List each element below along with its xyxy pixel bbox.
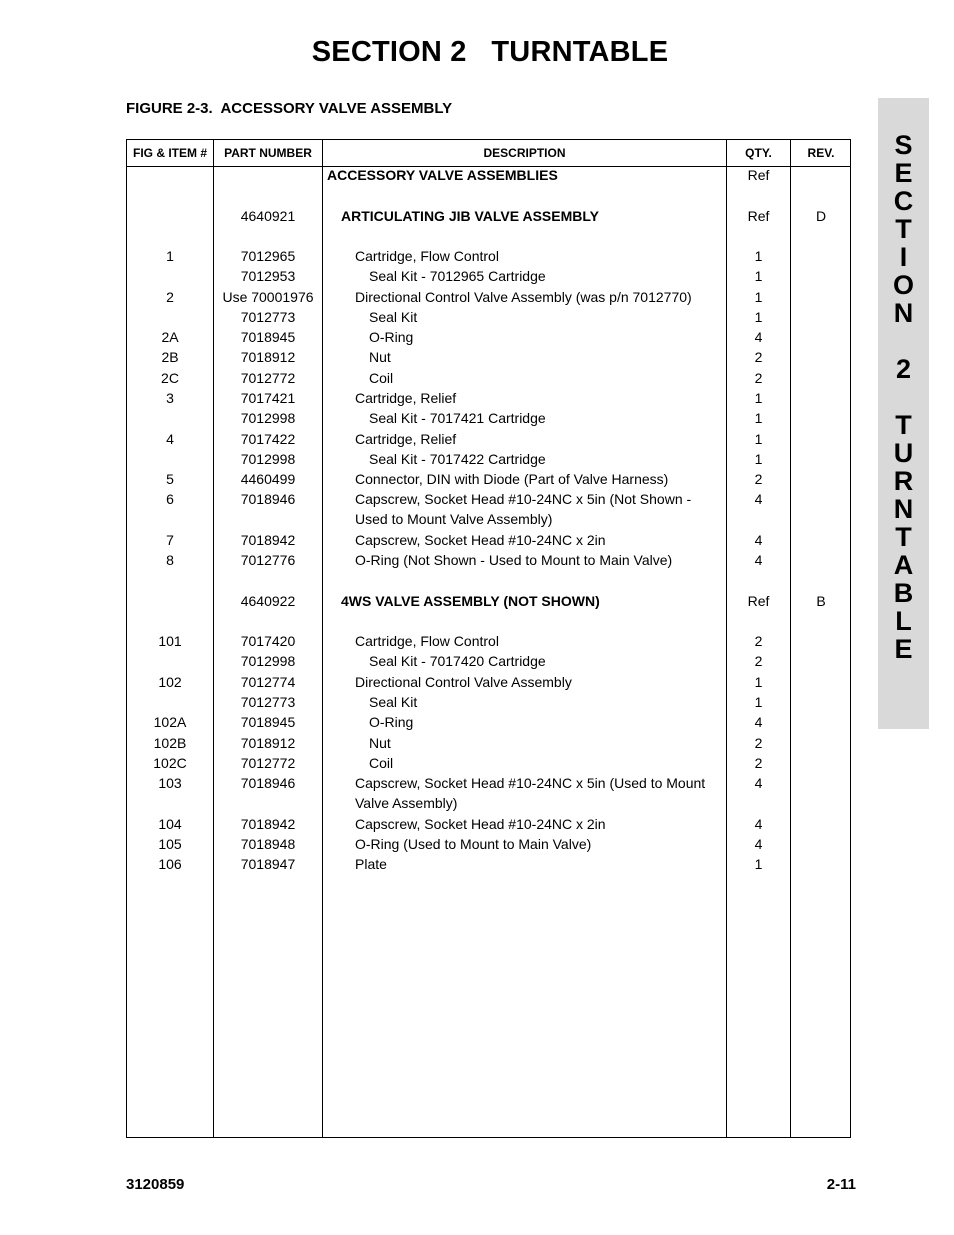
part-number: 7018948 — [240, 836, 296, 852]
part-description: Cartridge, Relief — [355, 390, 457, 406]
part-number: 7012776 — [240, 552, 296, 568]
item-number: 103 — [158, 775, 182, 791]
part-description: Coil — [369, 755, 394, 771]
part-number: 7017420 — [240, 633, 296, 649]
part-number: 7018945 — [240, 714, 296, 730]
quantity: 1 — [754, 431, 763, 447]
part-number: 7018946 — [240, 775, 296, 791]
part-number: 7012998 — [240, 451, 296, 467]
side-tab-letter: N — [893, 494, 914, 524]
item-number: 7 — [166, 532, 174, 548]
part-description: Nut — [369, 735, 391, 751]
part-number: 7018945 — [240, 329, 296, 345]
quantity: 2 — [754, 471, 763, 487]
part-description: Directional Control Valve Assembly — [355, 674, 572, 690]
part-description: O-Ring (Used to Mount to Main Valve) — [355, 836, 592, 852]
quantity: Ref — [747, 167, 770, 183]
quantity: 1 — [754, 268, 763, 284]
side-tab-letter: T — [895, 410, 912, 440]
quantity: 1 — [754, 451, 763, 467]
part-description: O-Ring — [369, 714, 414, 730]
revision: B — [816, 593, 826, 609]
item-number: 1 — [166, 248, 174, 264]
part-description: Cartridge, Flow Control — [355, 633, 499, 649]
item-number: 2C — [161, 370, 179, 386]
part-number: 7012998 — [240, 410, 296, 426]
part-number: 7018947 — [240, 856, 296, 872]
assembly-heading: 4WS VALVE ASSEMBLY (NOT SHOWN) — [341, 593, 600, 609]
item-number: 102C — [153, 755, 187, 771]
side-tab-letter: T — [895, 214, 912, 244]
side-tab-letter: U — [893, 438, 914, 468]
column-header-part-number: PART NUMBER — [224, 146, 312, 160]
item-number: 2B — [161, 349, 179, 365]
part-number: 4460499 — [240, 471, 296, 487]
part-number: 7018942 — [240, 532, 296, 548]
item-number: 102 — [158, 674, 182, 690]
side-tab-letter: T — [895, 522, 912, 552]
item-number: 8 — [166, 552, 174, 568]
part-description: Capscrew, Socket Head #10-24NC x 2in — [355, 816, 606, 832]
side-tab-letter: E — [894, 158, 913, 188]
part-number: 7018912 — [240, 349, 296, 365]
part-number: 7018942 — [240, 816, 296, 832]
part-description: Coil — [369, 370, 394, 386]
part-number: 7018912 — [240, 735, 296, 751]
part-number: 7012965 — [240, 248, 296, 264]
section-title: SECTION 2 TURNTABLE — [311, 36, 669, 68]
figure-title: FIGURE 2-3. ACCESSORY VALVE ASSEMBLY — [126, 100, 453, 117]
part-number: 7012998 — [240, 653, 296, 669]
item-number: 106 — [158, 856, 182, 872]
part-description: Plate — [355, 856, 387, 872]
side-tab-letter: S — [894, 130, 913, 160]
part-description: Nut — [369, 349, 391, 365]
part-number: Use 70001976 — [222, 289, 314, 305]
side-tab-letter: 2 — [895, 354, 912, 384]
parts-table — [126, 139, 851, 1138]
part-number: 7012773 — [240, 694, 296, 710]
side-tab-letter: O — [892, 270, 914, 300]
side-tab-letter: I — [899, 242, 908, 272]
quantity: 1 — [754, 309, 763, 325]
quantity: 2 — [754, 370, 763, 386]
assembly-heading: ACCESSORY VALVE ASSEMBLIES — [327, 167, 558, 183]
side-tab-letter: R — [893, 466, 914, 496]
quantity: 1 — [754, 410, 763, 426]
part-number: 7017421 — [240, 390, 296, 406]
quantity: 4 — [754, 552, 763, 568]
part-description: Seal Kit - 7017421 Cartridge — [369, 410, 546, 426]
part-description: Seal Kit - 7017422 Cartridge — [369, 451, 546, 467]
quantity: 2 — [754, 633, 763, 649]
side-tab-letter: N — [893, 298, 914, 328]
part-description: Seal Kit — [369, 309, 418, 325]
quantity: Ref — [747, 593, 770, 609]
item-number: 3 — [166, 390, 174, 406]
quantity: 2 — [754, 735, 763, 751]
quantity: 2 — [754, 653, 763, 669]
part-description: Seal Kit — [369, 694, 418, 710]
part-number: 7012772 — [240, 755, 296, 771]
column-divider — [790, 140, 791, 1137]
part-description: Cartridge, Relief — [355, 431, 457, 447]
column-divider — [322, 140, 323, 1137]
part-description: Capscrew, Socket Head #10-24NC x 2in — [355, 532, 606, 548]
part-number: 4640921 — [240, 208, 296, 224]
part-description: Connector, DIN with Diode (Part of Valve Harness) — [355, 471, 669, 487]
part-description: Capscrew, Socket Head #10-24NC x 5in (Used to Mount Valve Assembly) — [355, 775, 706, 811]
column-header-description: DESCRIPTION — [483, 146, 566, 160]
part-description: Capscrew, Socket Head #10-24NC x 5in (Not Shown - Used to Mount Valve Assembly) — [355, 491, 692, 527]
quantity: 2 — [754, 755, 763, 771]
document-number: 3120859 — [126, 1176, 185, 1193]
item-number: 104 — [158, 816, 182, 832]
part-number: 4640922 — [240, 593, 296, 609]
side-tab-letter: E — [894, 634, 913, 664]
part-description: O-Ring (Not Shown - Used to Mount to Main Valve) — [355, 552, 673, 568]
part-number: 7012772 — [240, 370, 296, 386]
assembly-heading: ARTICULATING JIB VALVE ASSEMBLY — [341, 208, 599, 224]
side-tab-letter: L — [895, 606, 912, 636]
quantity: Ref — [747, 208, 770, 224]
side-tab-letter: C — [893, 186, 914, 216]
side-tab-letter: B — [893, 578, 914, 608]
item-number: 5 — [166, 471, 174, 487]
side-tab-letter: A — [893, 550, 914, 580]
quantity: 4 — [754, 532, 763, 548]
part-number: 7012773 — [240, 309, 296, 325]
item-number: 2A — [161, 329, 179, 345]
column-header-fig-item: FIG & ITEM # — [132, 146, 207, 160]
item-number: 105 — [158, 836, 182, 852]
part-description: Cartridge, Flow Control — [355, 248, 499, 264]
quantity: 1 — [754, 289, 763, 305]
quantity: 4 — [754, 329, 763, 345]
section-side-tab — [878, 98, 929, 729]
part-description: O-Ring — [369, 329, 414, 345]
column-header-rev: REV. — [807, 146, 835, 160]
part-number: 7012774 — [240, 674, 296, 690]
part-description: Seal Kit - 7012965 Cartridge — [369, 268, 546, 284]
item-number: 6 — [166, 491, 174, 507]
quantity: 4 — [754, 491, 763, 507]
quantity: 4 — [754, 816, 763, 832]
quantity: 2 — [754, 349, 763, 365]
item-number: 102A — [153, 714, 187, 730]
part-description: Directional Control Valve Assembly (was p/n 7012770) — [355, 289, 692, 305]
item-number: 4 — [166, 431, 174, 447]
part-number: 7012953 — [240, 268, 296, 284]
item-number: 101 — [158, 633, 182, 649]
quantity: 4 — [754, 775, 763, 791]
part-number: 7018946 — [240, 491, 296, 507]
part-description: Seal Kit - 7017420 Cartridge — [369, 653, 546, 669]
quantity: 4 — [754, 714, 763, 730]
item-number: 102B — [153, 735, 187, 751]
page-number: 2-11 — [826, 1176, 856, 1193]
quantity: 4 — [754, 836, 763, 852]
revision: D — [815, 208, 827, 224]
quantity: 1 — [754, 856, 763, 872]
item-number: 2 — [166, 289, 174, 305]
column-header-qty: QTY. — [745, 146, 772, 160]
part-number: 7017422 — [240, 431, 296, 447]
quantity: 1 — [754, 390, 763, 406]
quantity: 1 — [754, 674, 763, 690]
quantity: 1 — [754, 248, 763, 264]
quantity: 1 — [754, 694, 763, 710]
